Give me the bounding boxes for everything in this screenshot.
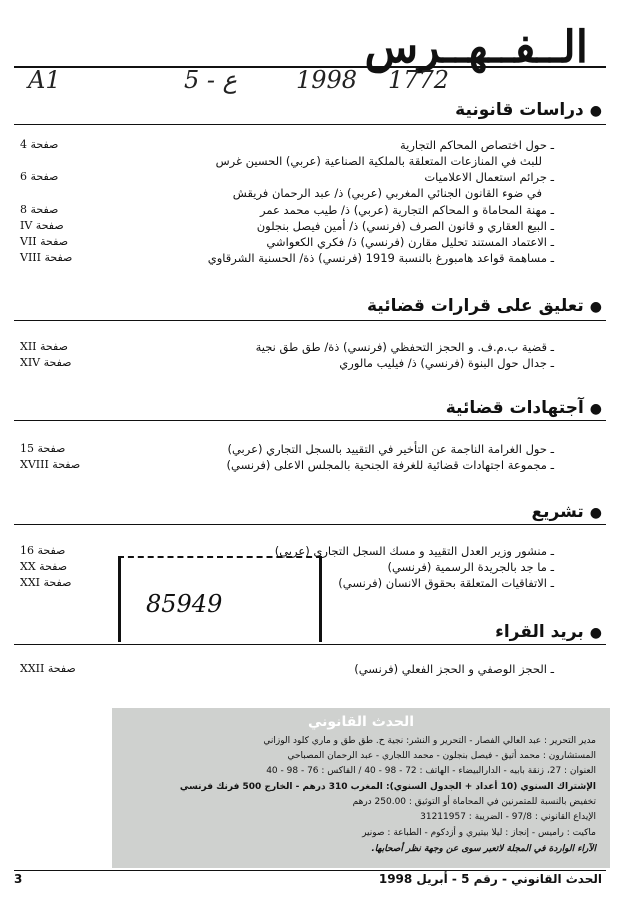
page-ref: صفحة VIII (20, 251, 73, 264)
list-item: ـ مجموعة اجتهادات قضائية للغرفة الجنحية بالمجلس الاعلى (فرنسي) (226, 458, 554, 472)
list-item: ـ ما جد بالجريدة الرسمية (فرنسي) (387, 560, 554, 574)
list-item: ـ حول اختصاص المحاكم التجارية (400, 138, 554, 152)
masthead-line: الإشتراك السنوي (10 أعداد + الجدول السنوي): المغرب 310 درهم - الخارج 500 فرنك فرنسي (179, 782, 596, 792)
page-ref: صفحة 16 (20, 544, 66, 557)
page-ref: صفحة VII (20, 235, 69, 248)
masthead-box (112, 708, 610, 868)
masthead-title: الحدث القانوني (307, 714, 415, 730)
page-ref: صفحة 8 (20, 203, 59, 216)
list-item: ـ الاعتماد المستند تحليل مقارن (فرنسي) ذ/ فكري الكعواشي (266, 235, 554, 249)
list-item: في ضوء القانون الجنائي المغربي (عربي) ذ/ عبد الرحمان فريقش (232, 186, 542, 200)
section-rule (14, 420, 606, 421)
page-ref: صفحة XXII (20, 662, 76, 675)
masthead-line: المستشارون : محمد أتيق - فيصل بنجلون - محمد اللجاري - عبد الرحمان المصباحي (287, 751, 596, 761)
footer-text: الحدث القانوني - رقم 5 - أبريل 1998 (378, 872, 602, 886)
page-ref: صفحة 4 (20, 138, 59, 151)
list-item: ـ حول الغرامة الناجمة عن التأخير في التقييد بالسجل التجاري (عربي) (227, 442, 554, 456)
handwritten-year: 1998 (296, 66, 358, 94)
list-item: ـ الحجز الوصفي و الحجز الفعلي (فرنسي) (354, 662, 554, 676)
section-jurisprudence: ●آجتهادات قضائية (445, 398, 602, 418)
list-item: ـ جرائم استعمال الاعلاميات (424, 170, 554, 184)
page-ref: صفحة XX (20, 560, 68, 573)
page-ref: صفحة XII (20, 340, 68, 353)
section-legal-studies: ●دراسات قانونية (455, 100, 602, 120)
masthead-line: مدير التحرير : عبد العالي الفصار - التحرير و النشر: نجية ح. طق طق و ماري كلود الوزاني (263, 736, 596, 746)
page-ref: صفحة 6 (20, 170, 59, 183)
footer-rule (14, 870, 606, 871)
handwritten-code: A1 (28, 66, 61, 94)
list-item: ـ مساهمة قواعد هامبورغ بالنسبة 1919 (فرنسي) ذة/ الحسنية الشرقاوي (207, 251, 554, 265)
section-readers-mail: ●بريد القراء (495, 622, 602, 642)
section-legislation: ●تشريع (531, 502, 602, 522)
bullet-icon: ● (589, 401, 602, 417)
list-item: ـ البيع العقاري و قانون الصرف (فرنسي) ذ/ أمين فيصل بنجلون (256, 219, 554, 233)
page-ref: صفحة XIV (20, 356, 72, 369)
masthead-line: الإيداع القانوني : 97/8 - الضريبة : 31211957 (420, 812, 596, 822)
list-item: ـ منشور وزير العدل التقييد و مسك السجل التجاري (عربي) (274, 544, 554, 558)
masthead-line: تخفيض بالنسبة للمتمرنين في المحاماة أو التوثيق : 250.00 درهم (352, 797, 596, 807)
page-title: الــفــهــرس (364, 22, 588, 73)
bullet-icon: ● (589, 505, 602, 521)
handwritten-ref: 1772 (388, 66, 450, 94)
page-ref: صفحة XVIII (20, 458, 81, 471)
masthead-line: الآراء الواردة في المجلة لاتعبر سوى عن وجهة نظر أصحابها. (371, 844, 596, 854)
handwritten-issue: 5 - ع (184, 66, 237, 94)
masthead-line: ماكيت : راميس - إنجاز : ليلا بيتيري و أزدكوم - الطباعة : صونير (362, 828, 596, 838)
list-item: ـ الاتفاقيات المتعلقة بحقوق الانسان (فرنسي) (338, 576, 554, 590)
list-item: ـ قضية ب.م.ف. و الحجز التحفظي (فرنسي) ذة/ طق طق نجية (255, 340, 554, 354)
bullet-icon: ● (589, 625, 602, 641)
page-number: 3 (14, 872, 23, 886)
page-ref: صفحة XXI (20, 576, 72, 589)
list-item: ـ مهنة المحاماة و المحاكم التجارية (عربي) ذ/ طيب محمد عمر (260, 203, 554, 217)
list-item: ـ جدال حول البنوة (فرنسي) ذ/ فيليب مالوري (339, 356, 554, 370)
page-ref: صفحة 15 (20, 442, 66, 455)
section-rule (14, 124, 606, 125)
section-rule (14, 320, 606, 321)
section-rule (14, 524, 606, 525)
masthead-line: العنوان : 27، زنقة بابيه - الدارالبيضاء - الهاتف : 72 - 98 - 40 / الفاكس : 76 - 98 - 40 (266, 766, 596, 776)
stamp-number: 85949 (146, 590, 223, 618)
page-ref: صفحة IV (20, 219, 64, 232)
bullet-icon: ● (589, 299, 602, 315)
section-case-comments: ●تعليق على قرارات قضائية (366, 296, 602, 316)
bullet-icon: ● (589, 103, 602, 119)
list-item: للبث في المنازعات المتعلقة بالملكية الصناعية (عربي) الحسين غرس (215, 154, 542, 168)
section-rule (14, 644, 606, 645)
